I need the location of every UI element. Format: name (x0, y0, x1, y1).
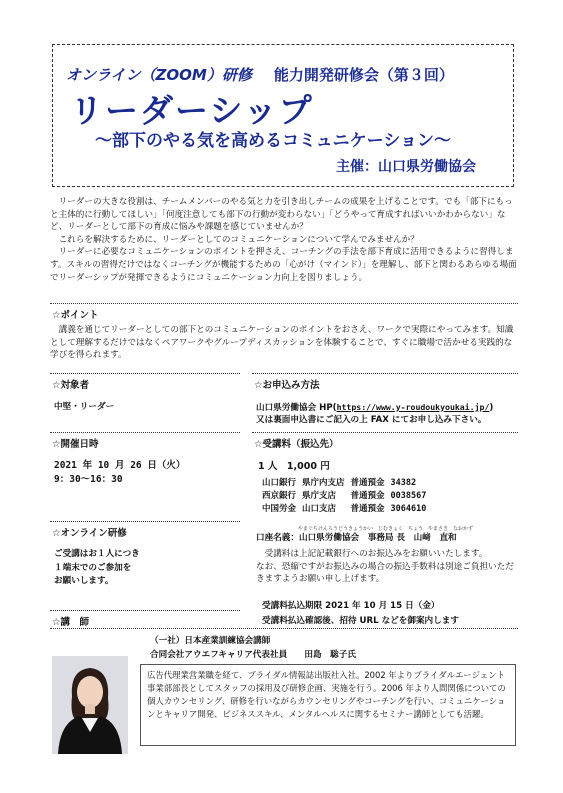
bank-type: 普通預金 (350, 478, 385, 488)
divider (50, 432, 240, 433)
fee-deadline: 受講料払込期限 2021 年 10 月 15 日（金） (262, 601, 440, 611)
bank-branch: 山口支店 (302, 504, 337, 514)
organizer: 主催：山口県労働協会 (336, 159, 476, 175)
apply-line2: 又は裏面申込書にご記入の上 FAX にてお申し込み下さい。 (256, 415, 487, 425)
bank-table (262, 477, 432, 516)
fee-confirm: 受講料払込確認後、招待 URL などを御案内します (262, 616, 459, 626)
divider (252, 432, 518, 433)
fee-note-1: 受講料は上記記載銀行へのお振込みをお願いいたします。 (264, 549, 488, 559)
lecturer-bio: 広告代理業営業職を経て、ブライダル情報誌出版社入社。2002 年よりブライダルエージェント事業部部長としてスタッフの採用及び研修企画、実施を行う。2006 年より人間関係についての個人カウンセリング、研修を行いながらカウンセリングやコーチングを行い、コミュニケーションとキャリア開発、ビジネススキル、メンタルヘルスに関するセミナー講師としても活躍。 (140, 664, 516, 746)
online-note-line: １端末でのご参加を (54, 562, 132, 573)
bank-number: 34382 (390, 478, 417, 488)
date-day: 2021 年 10 月 26 日（火） (54, 460, 186, 471)
lecturer-affil1: （一社）日本産業訓練協会講師 (150, 636, 271, 646)
divider (252, 373, 518, 374)
divider (50, 303, 518, 304)
fee-heading: ☆受講料（振込先） (254, 439, 339, 450)
bank-number: 3064610 (390, 504, 427, 514)
lecturer-affil2: 合同会社アウエフキャリア代表社員 田島 聡子氏 (150, 650, 356, 660)
bank-branch: 県庁内支店 (302, 478, 345, 488)
apply-line1 (256, 401, 493, 415)
bank-name: 山口銀行 (262, 478, 297, 488)
apply-heading: ☆お申込み方法 (254, 380, 320, 391)
lecturer-portrait-svg (52, 656, 128, 754)
page-title: リーダーシップ (70, 91, 314, 130)
apply-prefix: 山口県労働協会 HP( (256, 403, 337, 413)
online-note (54, 548, 140, 589)
apply-suffix: ) (489, 403, 494, 413)
header-course-line (66, 64, 454, 85)
online-heading: ☆オンライン研修 (52, 528, 127, 539)
bank-branch: 県庁支店 (302, 491, 337, 501)
date-time: 9：30～16：30 (54, 474, 123, 485)
bank-name: 中国労金 (262, 504, 297, 514)
bank-row (262, 477, 432, 490)
bank-type: 普通預金 (350, 491, 385, 501)
divider (50, 610, 240, 611)
course-format: オンライン（ZOOM）研修 (66, 66, 252, 84)
fee-note-2: なお、恐縮ですがお振込みの場合の振込手数料は別途ご負担いただきますようお願い申し上げます。 (256, 561, 514, 585)
target-value: 中堅・リーダー (54, 402, 115, 412)
lecturer-portrait-icon (52, 656, 128, 754)
account-name: 口座名義：山口県労働協会 事務局 長 山﨑 直和 (256, 533, 457, 543)
intro-paragraph: リーダーに必要なコミュニケーションのポイントを押さえ、コーチングの手法を部下育成に活用できるように習得します。スキルの習得だけではなくコーチングが機能するための「心がけ（マインド）」を理解し、部下と関わるあらゆる場面でリーダーシップが発揮できるようにコミュニケーション力向上を図りましょう。 (50, 247, 517, 283)
bank-row (262, 490, 432, 503)
intro-paragraph: リーダーの大きな役割は、チームメンバーのやる気と力を引き出しチームの成果を上げることです。でも「部下にもっと主体的に行動してほしい」「何度注意しても部下の行動が変わらない」「どうやって育成すればいいかわからない」など、リーダーとして部下の育成に悩みや課題を感じていませんか？ (50, 197, 513, 233)
divider (50, 373, 240, 374)
bank-number: 0038567 (390, 491, 427, 501)
course-series: 能力開発研修会（第３回） (273, 66, 454, 84)
page-subtitle: ～部下のやる気を高めるコミュニケーション～ (95, 131, 451, 151)
fee-amount: 1 人 1,000 円 (258, 461, 330, 472)
bank-row (262, 503, 432, 516)
point-text: 講義を通じてリーダーとしての部下とのコミュニケーションのポイントをおさえ、ワークで実際にやってみます。知識として理解するだけではなくペアワークやグループディスカッションを体験することで、すぐに職場で活かせる実践的な学びを得られます。 (50, 325, 514, 361)
bank-name: 西京銀行 (262, 491, 297, 501)
fee-note (256, 548, 518, 586)
divider (50, 628, 518, 629)
apply-url-link[interactable]: https://www.y-roudoukyoukai.jp/ (336, 402, 490, 412)
account-ruby: やまぐちけんろうどうきょうかい じむきょく ちょう やまさき なおかず (298, 526, 474, 532)
intro-text (50, 196, 518, 284)
point-heading: ☆ポイント (52, 310, 99, 321)
divider (50, 521, 240, 522)
bank-type: 普通預金 (350, 504, 385, 514)
date-heading: ☆開催日時 (52, 439, 99, 450)
lecturer-heading: ☆講 師 (52, 617, 90, 628)
intro-paragraph: これらを解決するために、リーダーとしてのコミュニケーションについて学んでみませんか？ (58, 234, 419, 245)
target-heading: ☆対象者 (52, 380, 90, 391)
online-note-line: ご受講はお１人につき (54, 549, 140, 559)
online-note-line: お願いします。 (54, 576, 114, 586)
